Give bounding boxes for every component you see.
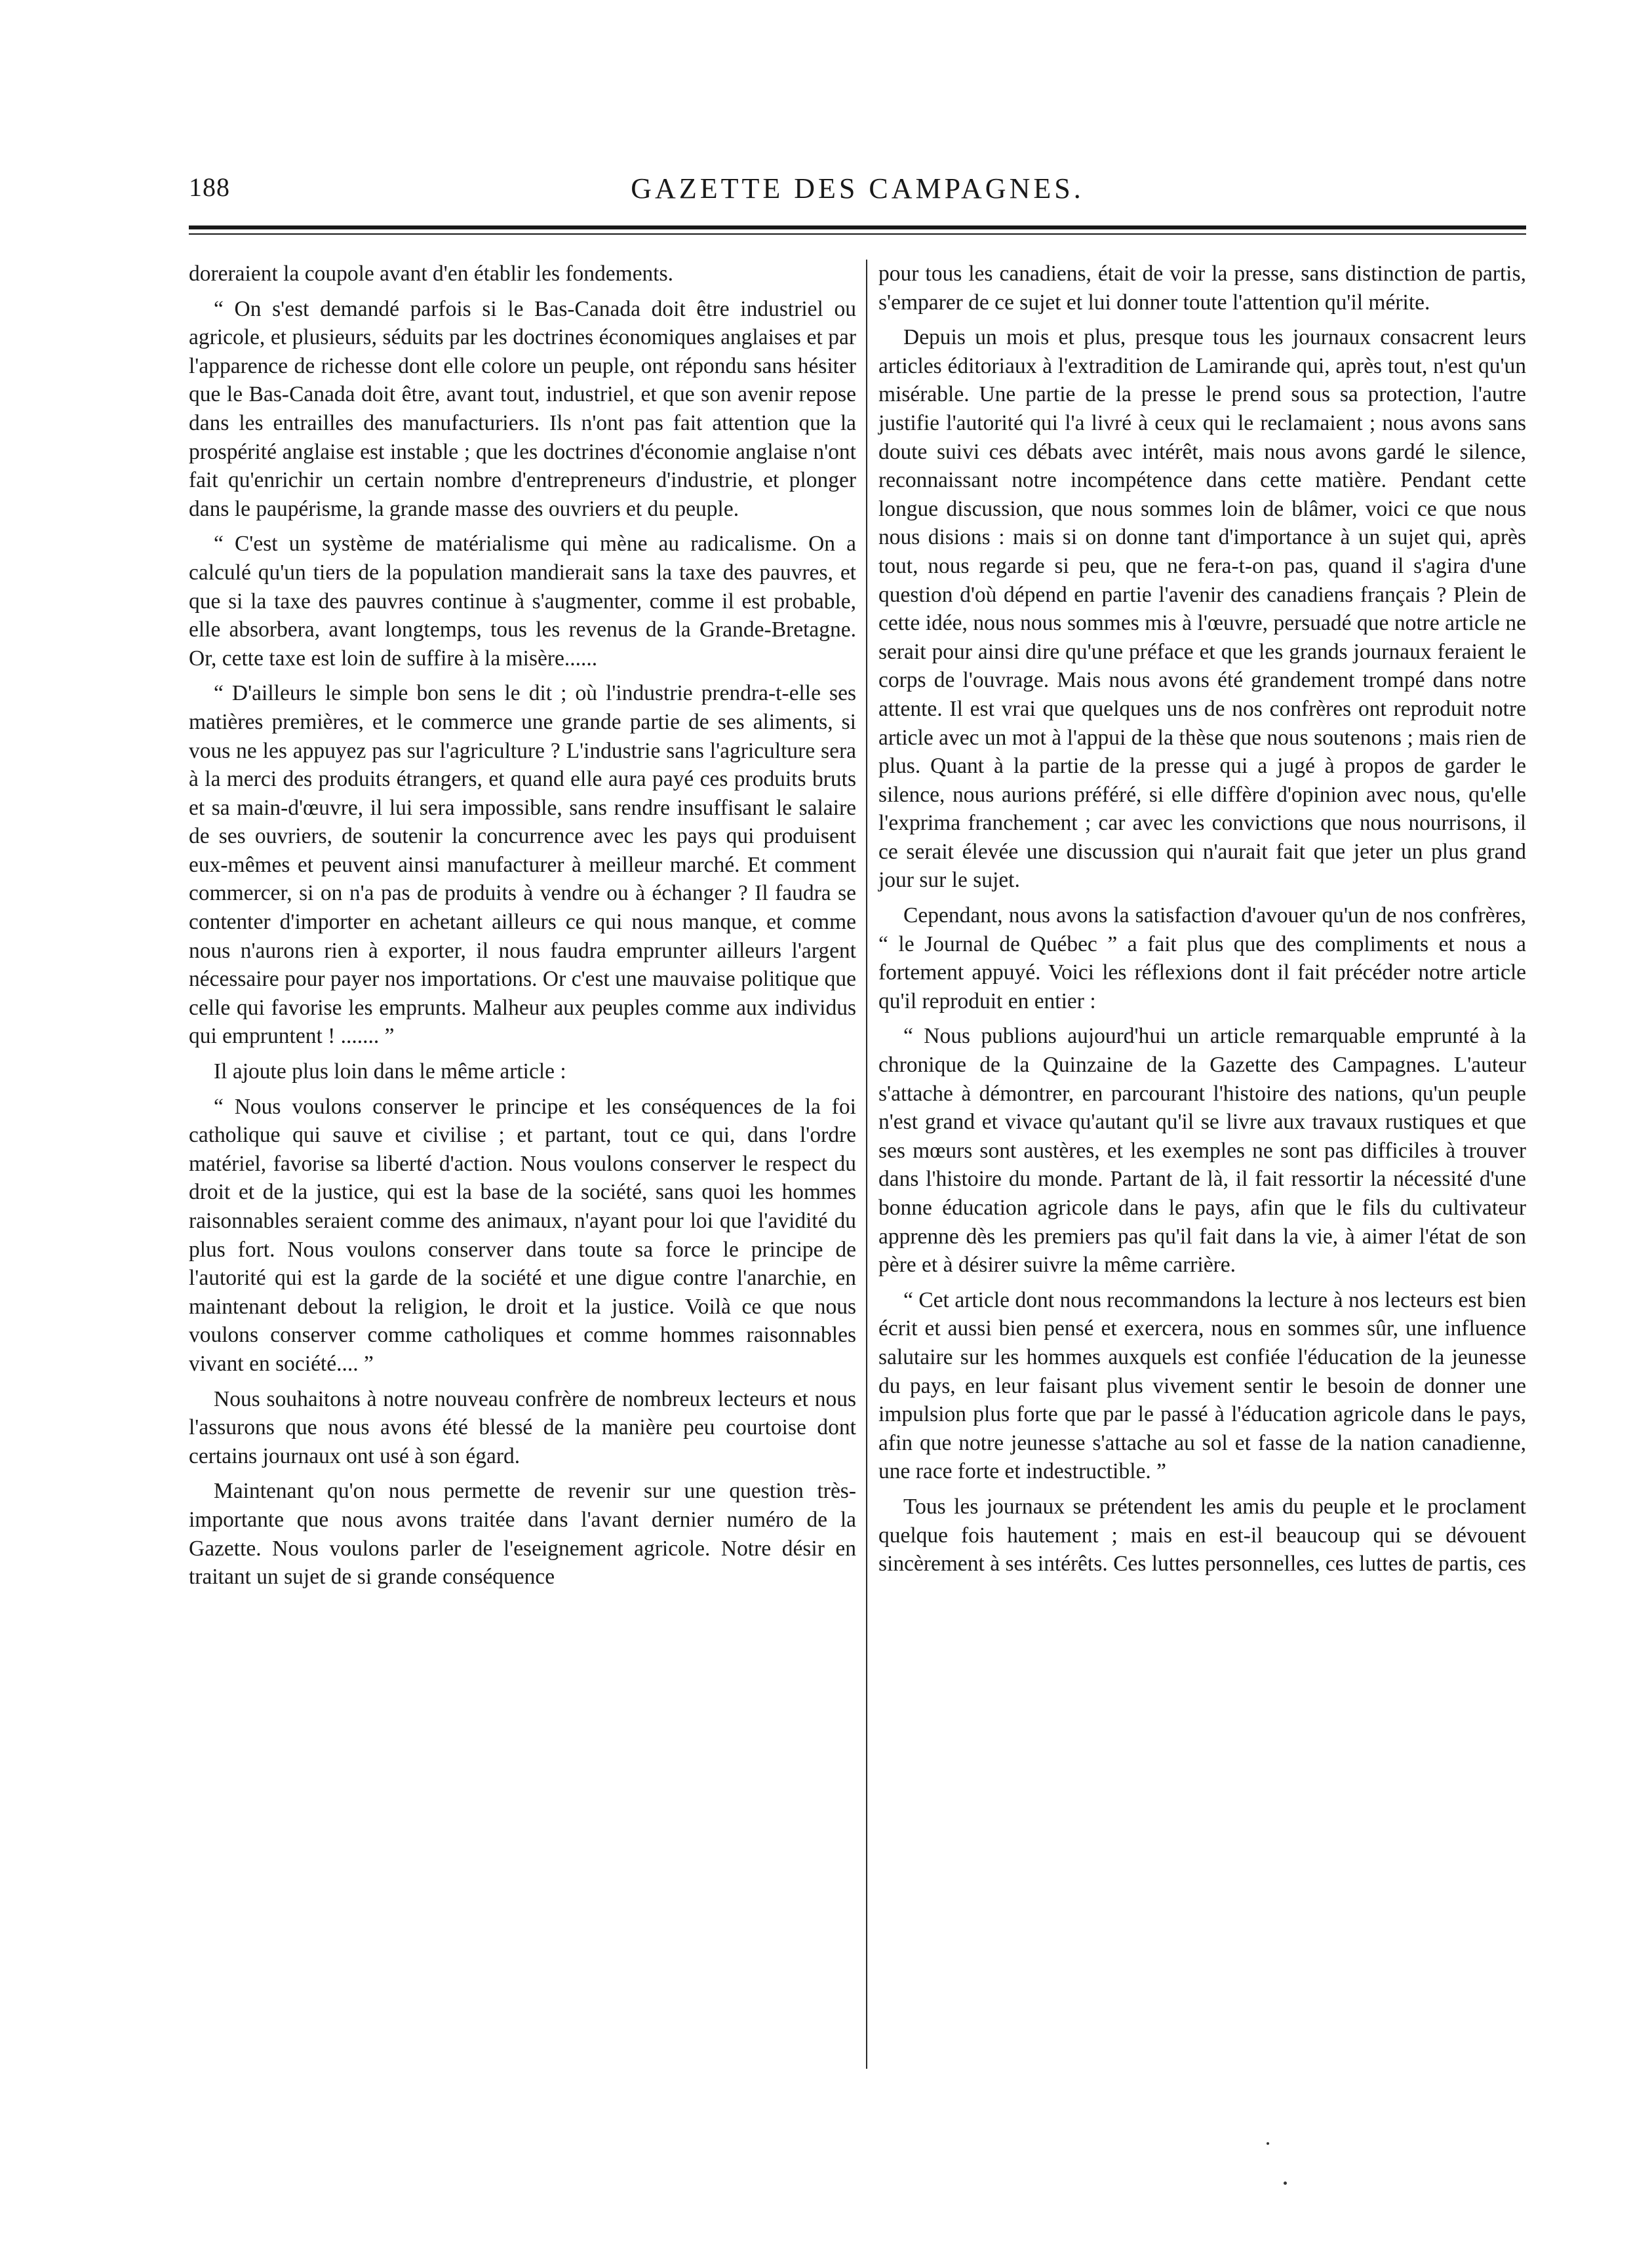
paragraph: Nous souhaitons à notre nouveau confrère de nombreux lecteurs et nous l'assurons que nous avons été blessé de la manière peu courtoise dont certains journaux ont usé à son égard. (189, 1386, 856, 1468)
paragraph: doreraient la coupole avant d'en établir les fondements. (189, 262, 674, 286)
header-rule-thin (189, 233, 1526, 235)
paragraph: “ Nous voulons conserver le principe et les conséquences de la foi catholique qui sauve et civilise ; et partant, tout ce qui, dans l'ordre matériel, favorise sa liberté d'action. Nous voulons conserver le respect du droit et de la justice, qui est la base de la société, sans quoi les hommes raisonnables seraient comme des animaux, n'ayant pour loi que l'avidité du plus fort. Nous voulons conserver dans toute sa force le principe de l'autorité qui est la garde de la société et une digue contre l'anarchie, en maintenant debout la religion, le droit et la justice. Voilà ce que nous voulons conserver comme catholiques et comme hommes raisonnables vivant en société.... ” (189, 1094, 856, 1376)
paragraph: Maintenant qu'on nous permette de revenir sur une question très-importante que nous avons traitée dans l'avant dernier numéro de la Gazette. Nous voulons parler de l'eseignement agricole. Notre désir en traitant un sujet de si grande conséquence (189, 1479, 856, 1590)
paragraph: pour tous les canadiens, était de voir la presse, sans distinction de partis, s'emparer de ce sujet et lui donner toute l'attention qu'il mérite. (878, 262, 1526, 315)
print-speck (1284, 2182, 1287, 2185)
print-speck (1267, 2142, 1269, 2145)
left-column (189, 260, 856, 1598)
right-column (878, 260, 1526, 1585)
page-number: 188 (189, 172, 230, 202)
running-title: GAZETTE DES CAMPAGNES. (631, 172, 1084, 205)
column-divider (866, 260, 867, 2069)
paragraph: “ On s'est demandé parfois si le Bas-Canada doit être industriel ou agricole, et plusieurs, séduits par les doctrines économiques anglaises et par l'apparence de richesse dont elle colore un peuple, ont répondu sans hésiter que le Bas-Canada doit être, avant tout, industriel, et que son avenir repose dans les entrailles des manufacturiers. Ils n'ont pas fait attention que la prospérité anglaise est instable ; que les doctrines d'économie anglaise n'ont fait qu'enrichir un certain nombre d'entrepreneurs d'industrie, et plonger dans le paupérisme, la grande masse des ouvriers et du peuple. (189, 296, 856, 521)
header-rule-thick (189, 225, 1526, 229)
paragraph: Il ajoute plus loin dans le même article : (214, 1059, 566, 1084)
paragraph: Depuis un mois et plus, presque tous les journaux consacrent leurs articles éditoriaux à l'extradition de Lamirande qui, après tout, n'est qu'un misérable. Une partie de la presse le prend sous sa protection, l'autre justifie l'autorité qui l'a livré à ceux qui le reclamaient ; nous avons sans doute suivi ces débats avec intérêt, mais nous avons gardé le silence, reconnaissant notre incompétence dans cette matière. Pendant cette longue discussion, que nous sommes loin de blâmer, voici ce que nous nous disions : mais si on donne tant d'importance à un sujet qui, après tout, nous regarde si peu, que ne fera-t-on pas, quand il s'agira d'une question d'où dépend en partie l'avenir des canadiens français ? Plein de cette idée, nous nous sommes mis à l'œuvre, persuadé que notre article ne serait pour ainsi dire qu'une préface et que les grands journaux feraient le corps de l'ouvrage. Mais nous avons été grandement trompé dans notre attente. Il est vrai que quelques uns de nos confrères ont reproduit notre article avec un mot à l'appui de la thèse que nous soutenons ; mais rien de plus. Quant à la partie de la presse qui a jugé à propos de garder le silence, nous aurions préféré, si elle diffère d'opinion avec nous, qu'elle l'exprima franchement ; car avec les convictions que nous nourrisons, il ce serait élevée une discussion qui n'aurait fait que jeter un plus grand jour sur le sujet. (878, 325, 1526, 893)
paragraph: “ Nous publions aujourd'hui un article remarquable emprunté à la chronique de la Quinzaine de la Gazette des Campagnes. L'auteur s'attache à démontrer, en parcourant l'histoire des nations, qu'un peuple n'est grand et vivace qu'autant qu'il se livre aux travaux rustiques et que ses mœurs sont austères, et les exemples ne sont pas difficiles à trouver dans l'histoire du monde. Partant de là, il fait ressortir la nécessité d'une bonne éducation agricole dans le pays, afin que le fils du cultivateur apprenne dès les premiers pas qu'il fait dans la vie, à aimer l'état de son père et à désirer suivre la même carrière. (878, 1024, 1526, 1278)
page-header (189, 172, 1526, 211)
paragraph: “ D'ailleurs le simple bon sens le dit ; où l'industrie prendra-t-elle ses matières premières, et le commerce une grande partie de ses aliments, si vous ne les appuyez pas sur l'agriculture ? L'industrie sans l'agriculture sera à la merci des produits étrangers, et quand elle aura payé ces produits bruts et sa main-d'œuvre, il lui sera impossible, sans rendre insuffisant le salaire de ses ouvriers, de soutenir la concurrence avec les pays qui produisent eux-mêmes et peuvent ainsi manufacturer à meilleur marché. Et comment commercer, si on n'a pas de produits à vendre ou à échanger ? Il faudra se contenter d'importer en achetant ailleurs ce qui nous manque, et comme nous n'aurons rien à exporter, il nous faudra emprunter ailleurs l'argent nécessaire pour payer nos importations. Or c'est une mauvaise politique que celle qui favorise les emprunts. Malheur aux peuples comme aux individus qui empruntent ! ....... ” (189, 681, 856, 1049)
paragraph: “ C'est un système de matérialisme qui mène au radicalisme. On a calculé qu'un tiers de la population mandierait sans la taxe des pauvres, et que si la taxe des pauvres continue à s'augmenter, comme il est probable, elle absorbera, avant longtemps, tous les revenus de la Grande-Bretagne. Or, cette taxe est loin de suffire à la misère...... (189, 532, 856, 671)
paragraph: Tous les journaux se prétendent les amis du peuple et le proclament quelque fois hautement ; mais en est-il beaucoup qui se dévouent sincèrement à ses intérêts. Ces luttes personnelles, ces luttes de partis, ces (878, 1494, 1526, 1576)
paragraph: “ Cet article dont nous recommandons la lecture à nos lecteurs est bien écrit et aussi bien pensé et exercera, nous en sommes sûr, une influence salutaire sur les hommes auxquels est confiée l'éducation de la jeunesse du pays, en leur faisant plus vivement sentir le besoin de donner une impulsion plus forte que par le passé à l'éducation agricole dans le pays, afin que notre jeunesse s'attache au sol et fasse de la nation canadienne, une race forte et indestructible. ” (878, 1287, 1526, 1484)
paragraph: Cependant, nous avons la satisfaction d'avouer qu'un de nos confrères, “ le Journal de Québec ” a fait plus que des compliments et nous a fortement appuyé. Voici les réflexions dont il fait précéder notre article qu'il reproduit en entier : (878, 903, 1526, 1013)
